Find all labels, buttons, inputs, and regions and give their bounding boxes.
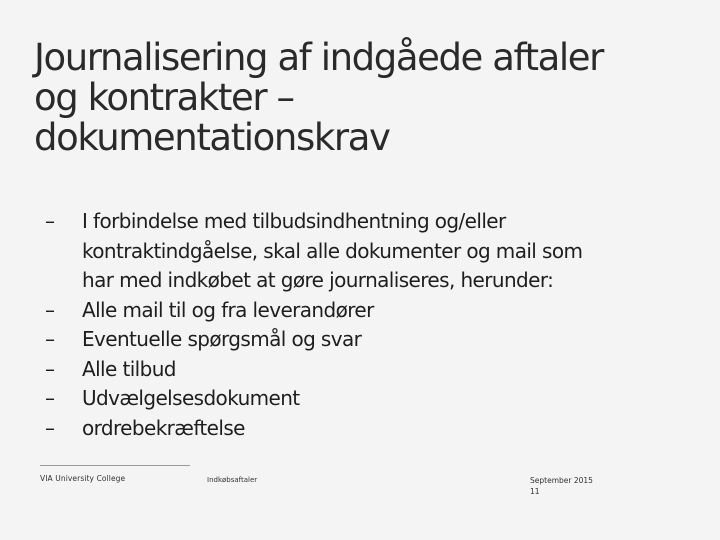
- bullet-dash: –: [45, 386, 55, 410]
- bullet-dash: –: [45, 209, 55, 233]
- bullet-item: [45, 325, 605, 355]
- page-number: 11: [530, 487, 540, 496]
- title-line: og kontrakter –: [34, 76, 294, 119]
- footer-organization: VIA University College: [40, 474, 126, 483]
- bullet-dash: –: [45, 327, 55, 351]
- bullet-text: Udvælgelsesdokument: [82, 386, 300, 410]
- bullet-list: [45, 207, 605, 443]
- footer-topic: Indkøbsaftaler: [207, 476, 258, 484]
- footer-divider: [40, 465, 190, 466]
- title-line: dokumentationskrav: [34, 116, 390, 159]
- bullet-dash: –: [45, 297, 55, 322]
- footer-date: September 2015: [530, 476, 593, 485]
- bullet-dash: –: [45, 356, 55, 381]
- bullet-item: [45, 384, 605, 414]
- bullet-dash: –: [45, 415, 55, 440]
- bullet-item: [45, 414, 605, 444]
- bullet-text: ordrebekræftelse: [82, 415, 245, 440]
- bullet-item: [45, 296, 605, 326]
- bullet-text: Eventuelle spørgsmål og svar: [82, 327, 362, 351]
- title-line: Journalisering af indgåede aftaler: [34, 36, 603, 79]
- bullet-text: Alle mail til og fra leverandører: [82, 297, 374, 322]
- bullet-text: Alle tilbud: [82, 356, 176, 381]
- slide-title: [34, 38, 694, 158]
- bullet-item: [45, 207, 605, 296]
- bullet-item: [45, 355, 605, 385]
- bullet-text: I forbindelse med tilbudsindhentning og/eller kontraktindgåelse, skal alle dokumenter og mail som har med indkøbet at gøre journaliseres, herunder:: [82, 209, 583, 292]
